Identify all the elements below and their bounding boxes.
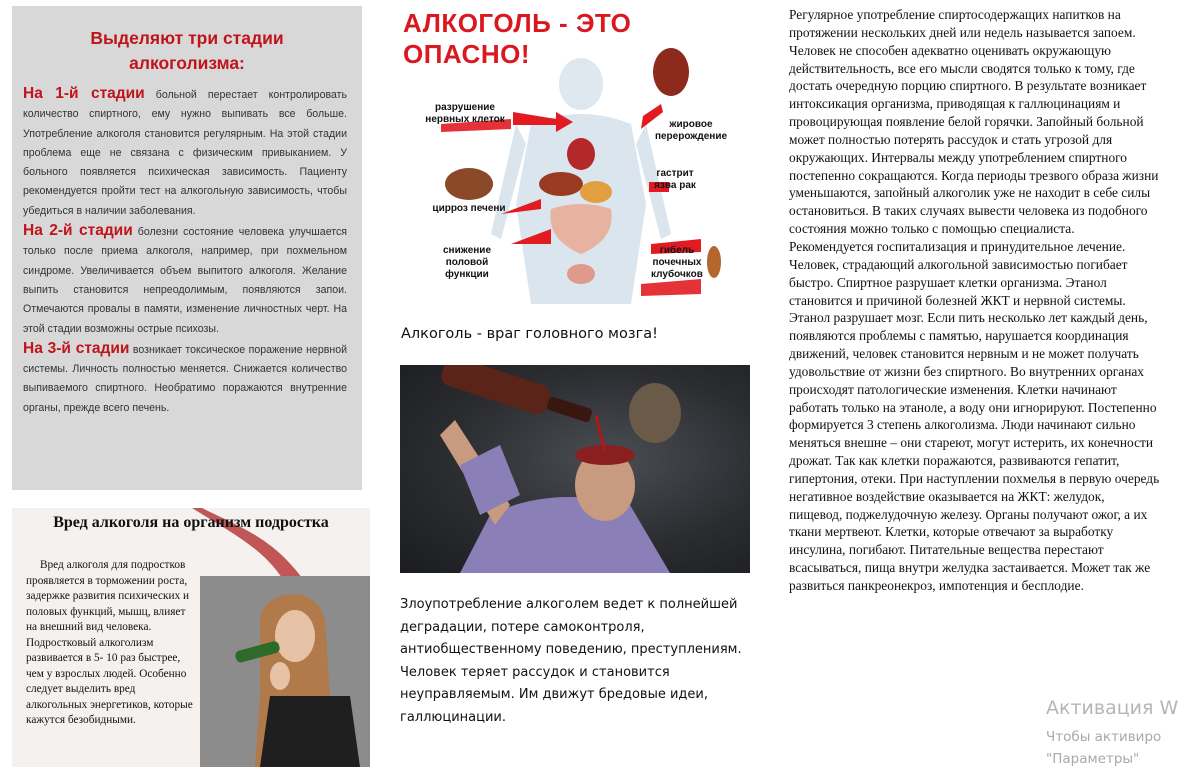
label-cirrhosis: цирроз печени	[432, 203, 506, 214]
teen-photo-illustration	[200, 576, 370, 767]
label-fatty-degeneration: жировое перерождение	[654, 119, 728, 142]
stage-1	[23, 84, 347, 221]
stage-3-label: На 3-й стадии	[23, 339, 130, 357]
stage-3	[23, 339, 347, 418]
teen-text: Вред алкоголя для подростков проявляется в торможении роста, задержке развития психических и половых функций, мышц, влияет на внешний вид человека. Подростковый алкоголизм развивается в 5- 10 раз быстрее, чем у взрослых людей. Особенно следует выделить вред алкогольных энергетиков, которые кажутся безобидными.	[26, 559, 193, 726]
stage-3-text: возникает токсическое поражение нервной системы. Личность полностью меняется. Снижается количество выпиваемого спиртного. Необратимо поражаются внутренние органы, прежде всего печень.	[23, 343, 348, 414]
windows-activation-watermark	[1046, 697, 1181, 767]
activation-title: Активация W	[1046, 697, 1179, 719]
stages-body	[23, 84, 347, 418]
activation-line-2: "Параметры"	[1046, 751, 1140, 767]
man-pouring-alcohol-photo	[400, 365, 750, 573]
teen-harm-panel	[12, 508, 370, 767]
stage-1-label: На 1-й стадии	[23, 85, 145, 102]
man-photo-illustration	[400, 365, 750, 573]
stage-1-text: больной перестает контролировать количество спиртного, ему нужно выпивать все больше. Употребление алкоголя становится регулярным. На этой стадии проблема еще не связана с физическим привыканием. У больного появляется психическая зависимость. Пациенту рекомендуется пройти тест на алкогольную зависимость, чтобы убедиться в наличии заболевания.	[23, 89, 348, 217]
stages-panel	[12, 6, 362, 490]
article-paragraph-2: Человек, страдающий алкогольной зависимостью погибает быстро. Спиртное разрушает клетки организма. Этанол становится и причиной болезней ЖКТ и нервной системы. Этанол разрушает мозг. Если пить несколько лет каждый день, появляются проблемы с памятью, нарушается координация движений, человек становится нервным и не может получать удовольствие от жизни без спиртного. Во внутренних органах происходят патологические изменения. Клетки начинают работать только на этаноле, а воду они игнорируют. Постепенно формируется 3 степень алкоголизма. Люди начинают сильно меняться внешне – они стареют, могут истерить, их конечности дрожат. Так как клетки поражаются, развиваются гепатит, гипертония, отеки. При наступлении похмелья в первую очередь негативное воздействие оказывается на ЖКТ: желудок, пищевод, поджелудочную железу. Органы получают ожог, а их ткани мертвеют. Клетки, которые отвечают за выработку инсулина, погибают. Питательные вещества перестают всасываться, пища внутри желудка застаивается. Может так же развиться панкреонекроз, импотенция и бесплодие.	[789, 256, 1160, 593]
stage-2-label: На 2-й стадии	[23, 222, 133, 240]
poster-title: АЛКОГОЛЬ - ЭТО ОПАСНО!	[403, 8, 632, 69]
label-nerve-cells: разрушение нервных клеток	[425, 102, 505, 125]
activation-line-1: Чтобы активиро	[1046, 729, 1162, 745]
label-sexual-function: снижение половой функции	[442, 245, 492, 280]
alcohol-danger-poster	[401, 4, 761, 304]
label-kidney: гибель почечных клубочков	[651, 245, 703, 280]
abuse-paragraph: Злоупотребление алкоголем ведет к полнейшей деградации, потере самоконтроля, антиобщественному поведению, преступлениям. Человек теряет рассудок и становится неуправляемым. Им движут бредовые идеи, галлюцинации.	[400, 597, 742, 725]
brain-caption: Алкоголь - враг головного мозга!	[401, 326, 658, 342]
article-column	[789, 6, 1161, 595]
stage-2-text: болезни состояние человека улучшается только после приема алкоголя, например, при похмельном синдроме. Увеличивается объем выпитого алкоголя. Желание выпить становится непреодолимым, появляются запои. Отмечаются провалы в памяти, изменение личностных черт. На этой стадии возможны острые психозы.	[23, 226, 348, 335]
stages-title: Выделяют три стадии алкоголизма:	[90, 28, 284, 73]
label-gastritis: гастрит язва рак	[654, 168, 696, 191]
article-paragraph-1: Регулярное употребление спиртосодержащих напитков на протяжении нескольких дней или недель называется запоем. Человек не способен адекватно оценивать окружающую действительность, все его мысли сводятся только к тому, где достать очередную порцию спиртного. В результате возникает интоксикация организма, приводящая к галлюцинациям и провоцирующая появление белой горячки. Запойный больной может полностью потерять рассудок и стать угрозой для окружающих. Интервалы между употреблением спиртного постепенно сокращаются. Когда периоды трезвого образа жизни уменьшаются, запойный алкоголик уже не находит в себе силы остановиться. В таких случаях вывести человека из подобного состояния можно только с помощью специалиста. Рекомендуется госпитализация и принудительное лечение.	[789, 7, 1159, 254]
teen-drinking-photo	[200, 576, 370, 767]
teen-heading: Вред алкоголя на организм подростка	[53, 514, 329, 531]
stage-2	[23, 221, 347, 339]
